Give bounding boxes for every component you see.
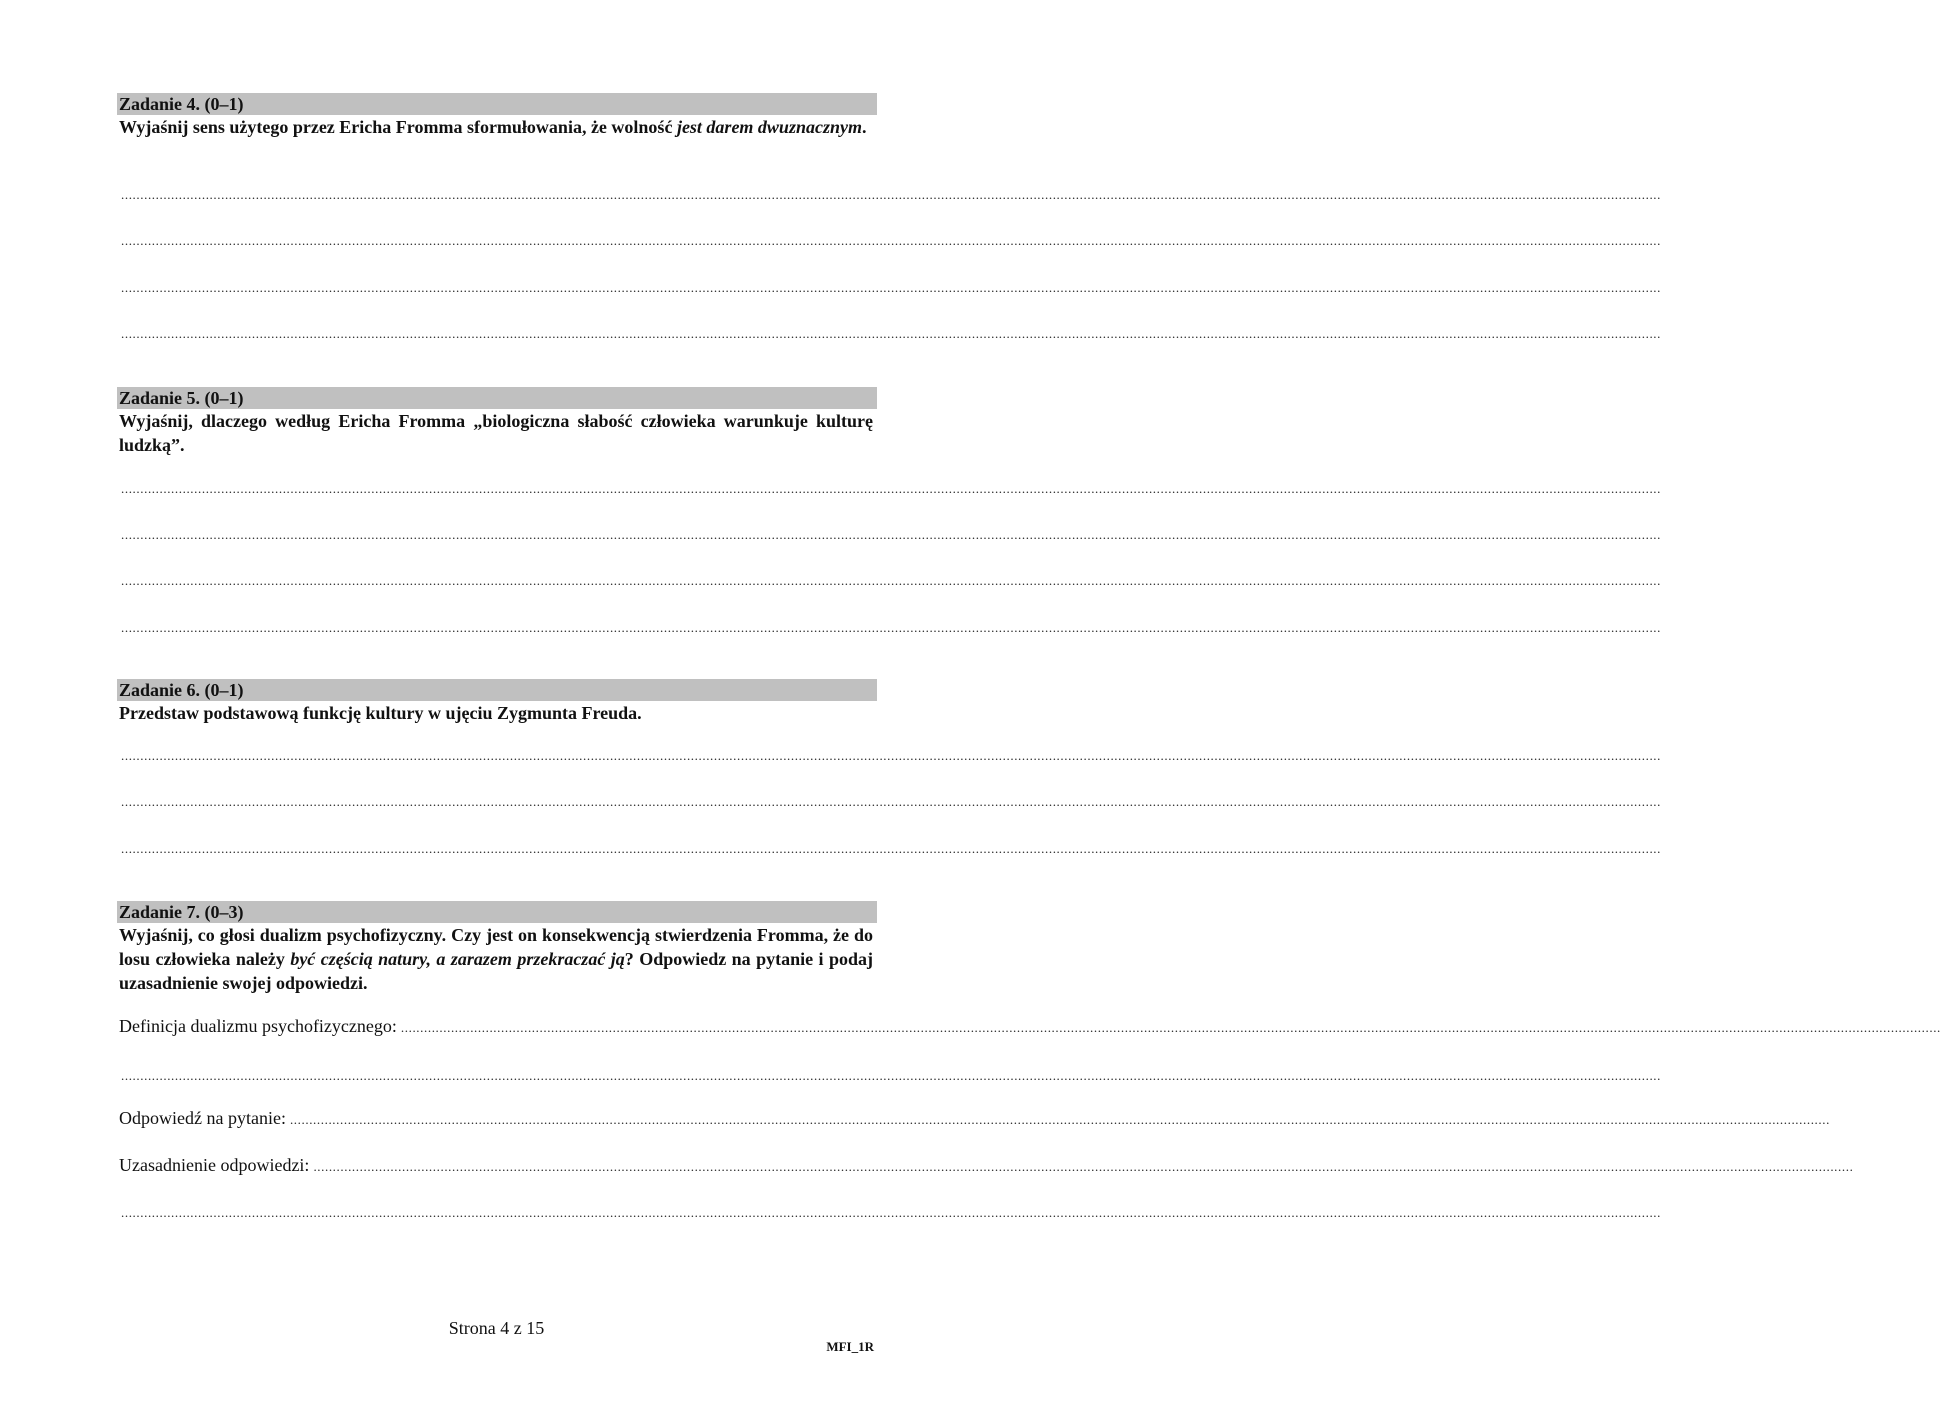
exam-code: MFI_1R: [826, 1339, 874, 1354]
task-6-prompt: Przedstaw podstawową funkcję kultury w ujęciu Zygmunta Freuda.: [119, 703, 642, 723]
task-7-header: Zadanie 7. (0–3): [117, 901, 877, 923]
task-6: [117, 679, 877, 725]
answer-fill[interactable]: ................................................................................................................................................................................................................................................................................................................................................................................................................: [289, 1112, 1830, 1127]
answer-line[interactable]: ................................................................................................................................................................................................................................................................................................................................................................................................................: [121, 527, 1661, 542]
answer-line[interactable]: ................................................................................................................................................................................................................................................................................................................................................................................................................: [121, 1205, 1661, 1220]
answer-line[interactable]: ................................................................................................................................................................................................................................................................................................................................................................................................................: [121, 573, 1661, 588]
task-5-header: Zadanie 5. (0–1): [117, 387, 877, 409]
answer-line[interactable]: ................................................................................................................................................................................................................................................................................................................................................................................................................: [121, 748, 1661, 763]
task-4: [117, 93, 877, 139]
task-4-prompt-italic: jest darem dwuznacznym: [676, 117, 862, 137]
answer-label: Odpowiedź na pytanie:: [119, 1108, 286, 1128]
answer-line[interactable]: ................................................................................................................................................................................................................................................................................................................................................................................................................: [121, 280, 1661, 295]
answer-line[interactable]: ................................................................................................................................................................................................................................................................................................................................................................................................................: [121, 233, 1661, 248]
answer-line[interactable]: ................................................................................................................................................................................................................................................................................................................................................................................................................: [121, 187, 1661, 202]
answer-line[interactable]: ................................................................................................................................................................................................................................................................................................................................................................................................................: [121, 794, 1661, 809]
task-6-header: Zadanie 6. (0–1): [117, 679, 877, 701]
task-5: [117, 387, 877, 457]
justification-fill[interactable]: ................................................................................................................................................................................................................................................................................................................................................................................................................: [313, 1159, 1854, 1174]
justification-field[interactable]: [119, 1153, 1854, 1177]
task-7: [117, 901, 877, 995]
answer-line[interactable]: ................................................................................................................................................................................................................................................................................................................................................................................................................: [121, 841, 1661, 856]
answer-line[interactable]: ................................................................................................................................................................................................................................................................................................................................................................................................................: [121, 481, 1661, 496]
answer-field[interactable]: [119, 1106, 1830, 1130]
task-4-header: Zadanie 4. (0–1): [117, 93, 877, 115]
answer-line[interactable]: ................................................................................................................................................................................................................................................................................................................................................................................................................: [121, 326, 1661, 341]
definition-field[interactable]: [119, 1014, 1941, 1038]
definition-fill[interactable]: ................................................................................................................................................................................................................................................................................................................................................................................................................: [400, 1020, 1941, 1035]
task-4-prompt: Wyjaśnij sens użytego przez Ericha Fromma sformułowania, że wolność jest darem dwuznacznym.: [119, 117, 867, 137]
answer-line[interactable]: ................................................................................................................................................................................................................................................................................................................................................................................................................: [121, 620, 1661, 635]
answer-line[interactable]: ................................................................................................................................................................................................................................................................................................................................................................................................................: [121, 1068, 1661, 1083]
justification-label: Uzasadnienie odpowiedzi:: [119, 1155, 310, 1175]
task-7-prompt: Wyjaśnij, co głosi dualizm psychofizyczny. Czy jest on konsekwencją stwierdzenia Fromma, że do losu człowieka należy być częścią natury, a zarazem przekraczać ją? Odpowiedz na pytanie i podaj uzasadnienie swojej odpowiedzi.: [119, 925, 873, 993]
page-number: Strona 4 z 15: [448, 1318, 545, 1338]
definition-label: Definicja dualizmu psychofizycznego:: [119, 1016, 397, 1036]
task-5-prompt: Wyjaśnij, dlaczego według Ericha Fromma „biologiczna słabość człowieka warunkuje kulturę ludzką”.: [119, 411, 873, 455]
task-7-prompt-italic: być częścią natury, a zarazem przekraczać ją: [290, 949, 625, 969]
